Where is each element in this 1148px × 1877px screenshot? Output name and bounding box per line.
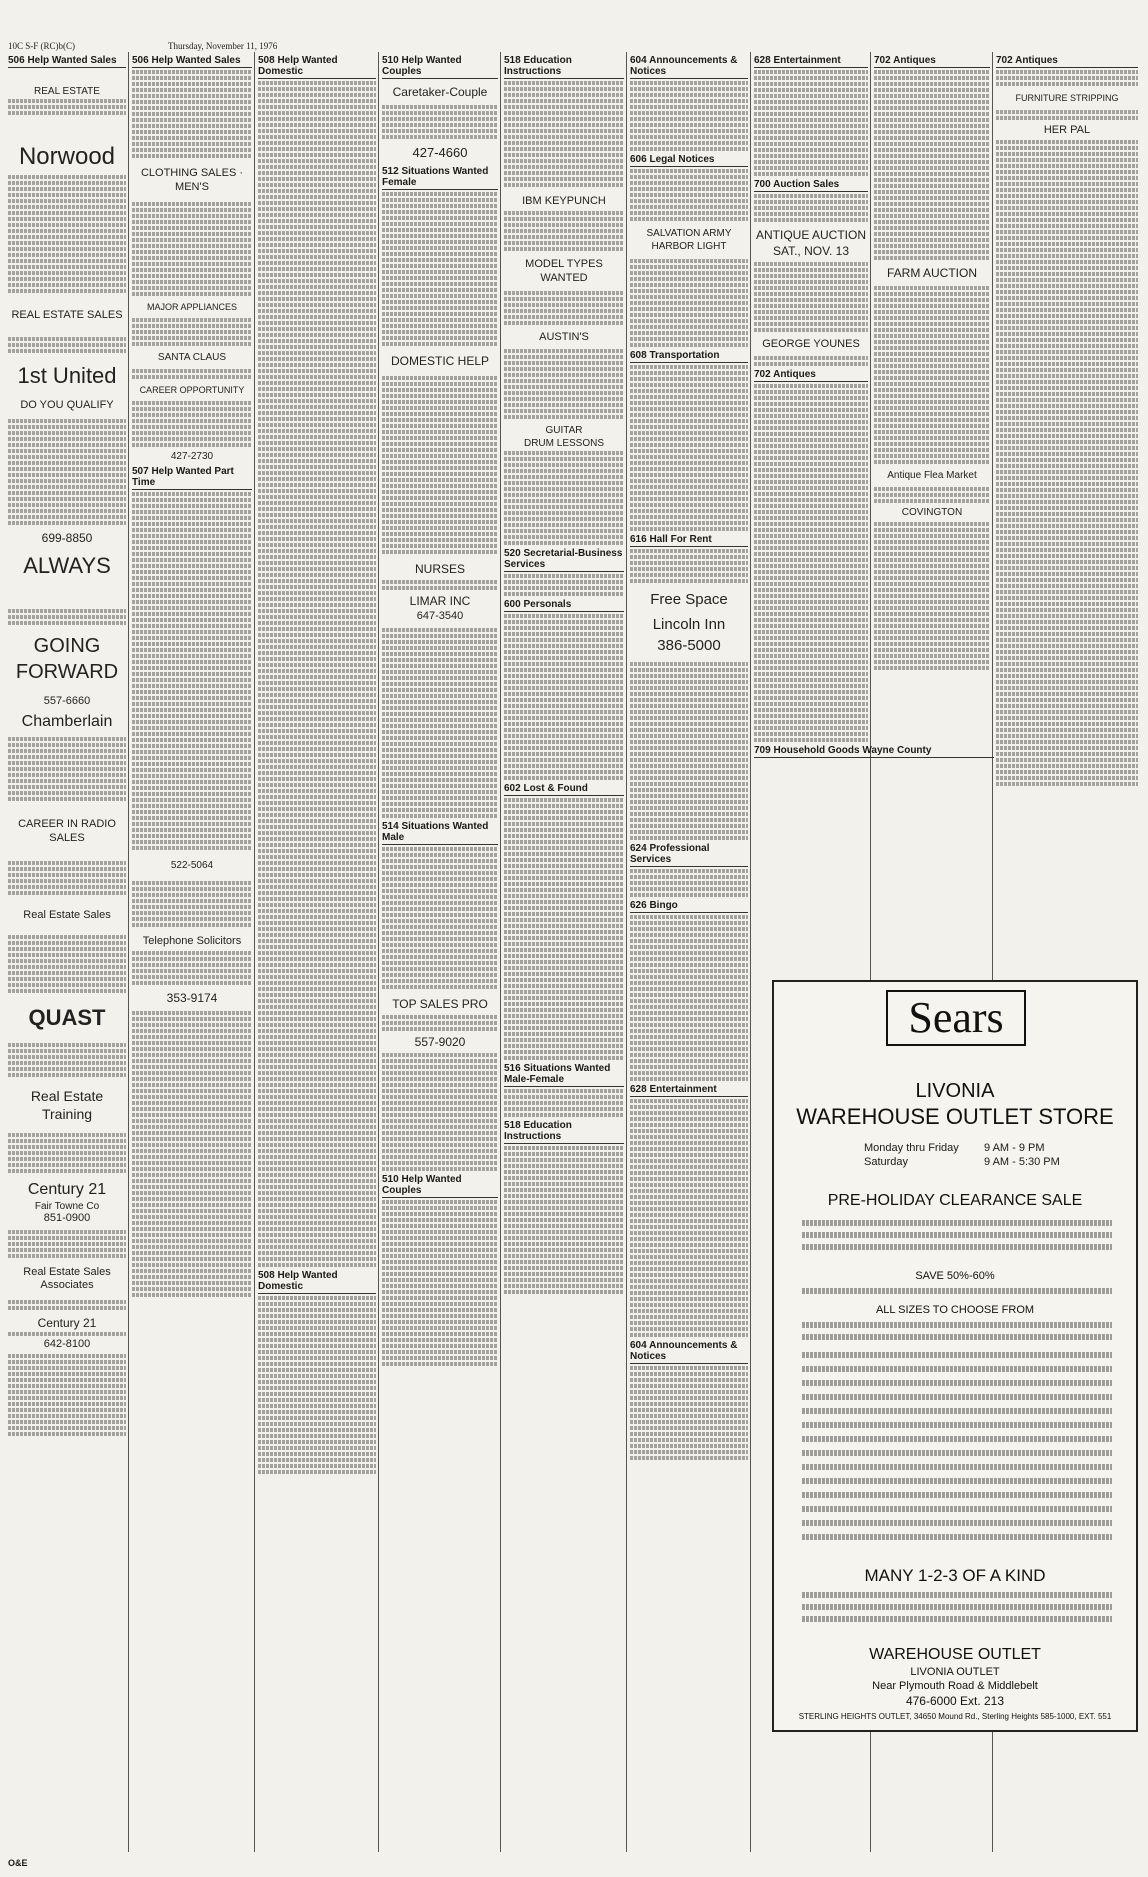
ad-heading: Real Estate Sales Associates (23, 1266, 111, 1291)
ad-heading: Real Estate Training (30, 1088, 104, 1122)
hours-time: 9 AM - 9 PM (984, 1142, 1045, 1154)
ad-heading: Century 21 (37, 1316, 97, 1330)
outlet-phone: 476-6000 Ext. 213 (905, 1694, 1005, 1708)
column-5 (504, 52, 624, 1862)
section-header: 518 Education Instructions (504, 55, 624, 79)
phone: 557-9020 (414, 1035, 466, 1049)
column-2 (132, 52, 252, 1862)
column-3 (258, 52, 376, 1862)
save-percent: SAVE 50%-60% (915, 1270, 995, 1282)
phone: 642-8100 (43, 1338, 91, 1350)
phone: 427-2730 (170, 451, 214, 462)
section-header: 604 Announcements & Notices (630, 1340, 748, 1364)
column-4 (382, 52, 498, 1862)
phone: 427-4660 (412, 145, 468, 160)
column-8 (874, 52, 990, 972)
hours-time: 9 AM - 5:30 PM (984, 1156, 1060, 1168)
ad-heading: GEORGE YOUNES (762, 338, 860, 350)
ad-heading: LIMAR INC (409, 594, 471, 608)
ad-heading: QUAST (28, 1005, 106, 1030)
section-header: 608 Transportation (630, 350, 748, 363)
section-header: 512 Situations Wanted Female (382, 166, 498, 190)
ad-heading: Century 21 (27, 1181, 107, 1198)
ad-heading: Real Estate Sales (23, 909, 111, 921)
ad-heading: HER PAL (1043, 124, 1091, 136)
masthead-folio: 10C S-F (RC)b(C) (8, 41, 76, 51)
phone: 557-6660 (43, 695, 91, 707)
section-header: 624 Professional Services (630, 843, 748, 867)
ad-heading: CAREER OPPORTUNITY (139, 385, 245, 395)
section-header: 510 Help Wanted Couples (382, 1174, 498, 1198)
sears-logo: Sears (886, 990, 1026, 1046)
phone: 353-9174 (166, 991, 218, 1005)
ad-store: WAREHOUSE OUTLET STORE (796, 1104, 1114, 1129)
ad-heading: 1st United (17, 363, 117, 388)
phone: 522-5064 (170, 860, 214, 871)
section-header: 702 Antiques (996, 55, 1138, 68)
sears-ad (772, 980, 1138, 1732)
section-header: 506 Help Wanted Sales (8, 55, 126, 68)
ad-heading: CLOTHING SALES · MEN'S (140, 167, 244, 193)
section-header: 628 Entertainment (630, 1084, 748, 1097)
section-header: 518 Education Instructions (504, 1120, 624, 1144)
section-header: 702 Antiques (754, 369, 868, 382)
outlet-title: WAREHOUSE OUTLET (869, 1646, 1041, 1663)
masthead-date: Thursday, November 11, 1976 (168, 41, 278, 51)
section-header: 506 Help Wanted Sales (132, 55, 252, 68)
ad-heading: Antique Flea Market (887, 470, 977, 481)
hours-days: Saturday (864, 1156, 909, 1168)
ad-heading: MODEL TYPES WANTED (525, 258, 603, 284)
ad-heading: DO YOU QUALIFY (20, 399, 114, 411)
ad-heading: GOING FORWARD (15, 635, 119, 683)
section-header: 702 Antiques (874, 55, 990, 68)
ad-heading: Chamberlain (21, 713, 113, 730)
phone: 699-8850 (41, 531, 93, 545)
ad-heading: SANTA CLAUS (157, 352, 227, 363)
ad-heading: DOMESTIC HELP (390, 354, 489, 368)
ad-city: LIVONIA (915, 1080, 995, 1102)
section-header: 516 Situations Wanted Male-Female (504, 1063, 624, 1087)
ad-heading: REAL ESTATE SALES (11, 309, 123, 321)
column-9 (996, 52, 1138, 972)
ad-heading: ANTIQUE AUCTION (755, 228, 866, 242)
ad-subheading: Fair Towne Co (34, 1201, 100, 1212)
section-header: 604 Announcements & Notices (630, 55, 748, 79)
section-header: 700 Auction Sales (754, 179, 868, 192)
ad-heading: CAREER IN RADIO SALES (18, 818, 116, 844)
kind-title: MANY 1-2-3 OF A KIND (864, 1566, 1046, 1585)
section-header: 616 Hall For Rent (630, 534, 748, 547)
section-header: 508 Help Wanted Domestic (258, 1270, 376, 1294)
sterling-outlet: STERLING HEIGHTS OUTLET, 34650 Mound Rd., Sterling Heights 585-1000, EXT. 551 (798, 1712, 1112, 1721)
ad-heading: Norwood (18, 143, 116, 170)
ad-heading: Telephone Solicitors (142, 935, 242, 947)
section-header: 600 Personals (504, 599, 624, 612)
ad-heading: ALWAYS (23, 553, 111, 578)
ad-heading: SALVATION ARMY HARBOR LIGHT (646, 228, 732, 252)
ad-heading: Caretaker-Couple (392, 85, 488, 99)
column-6 (630, 52, 748, 1862)
ad-heading: IBM KEYPUNCH (522, 195, 606, 207)
sale-title: PRE-HOLIDAY CLEARANCE SALE (827, 1192, 1083, 1209)
hours-days: Monday thru Friday (864, 1142, 959, 1154)
section-header: 628 Entertainment (754, 55, 868, 68)
phone: 851-0900 (43, 1212, 91, 1224)
ad-heading: DRUM LESSONS (523, 438, 604, 449)
ad-heading: Free Space (650, 591, 728, 608)
section-header: 602 Lost & Found (504, 783, 624, 796)
ad-heading: FURNITURE STRIPPING (1015, 93, 1119, 103)
ad-heading: MAJOR APPLIANCES (146, 302, 238, 312)
ad-heading: Lincoln Inn (652, 616, 726, 633)
ad-heading: AUSTIN'S (539, 331, 589, 343)
phone: 386-5000 (657, 637, 721, 654)
section-header: 507 Help Wanted Part Time (132, 466, 252, 490)
ad-heading: TOP SALES PRO (392, 997, 488, 1011)
section-header: 606 Legal Notices (630, 154, 748, 167)
column-1 (8, 52, 126, 1862)
section-header: 709 Household Goods Wayne County (754, 745, 994, 758)
ad-heading: REAL ESTATE (34, 86, 100, 97)
section-header: 626 Bingo (630, 900, 748, 913)
section-header: 514 Situations Wanted Male (382, 821, 498, 845)
ad-heading: FARM AUCTION (886, 266, 977, 280)
footer: O&E (8, 1858, 28, 1868)
outlet-city: LIVONIA OUTLET (910, 1666, 1000, 1678)
section-header: 510 Help Wanted Couples (382, 55, 498, 79)
outlet-address: Near Plymouth Road & Middlebelt (872, 1680, 1038, 1692)
sizes: ALL SIZES TO CHOOSE FROM (875, 1304, 1035, 1316)
ad-heading: NURSES (414, 562, 465, 576)
phone: 647-3540 (416, 610, 464, 622)
section-header: 520 Secretarial-Business Services (504, 548, 623, 570)
ad-heading: SAT., NOV. 13 (772, 244, 850, 258)
section-header: 508 Help Wanted Domestic (258, 55, 376, 79)
ad-heading: GUITAR (545, 425, 583, 436)
ad-heading: COVINGTON (901, 507, 963, 518)
